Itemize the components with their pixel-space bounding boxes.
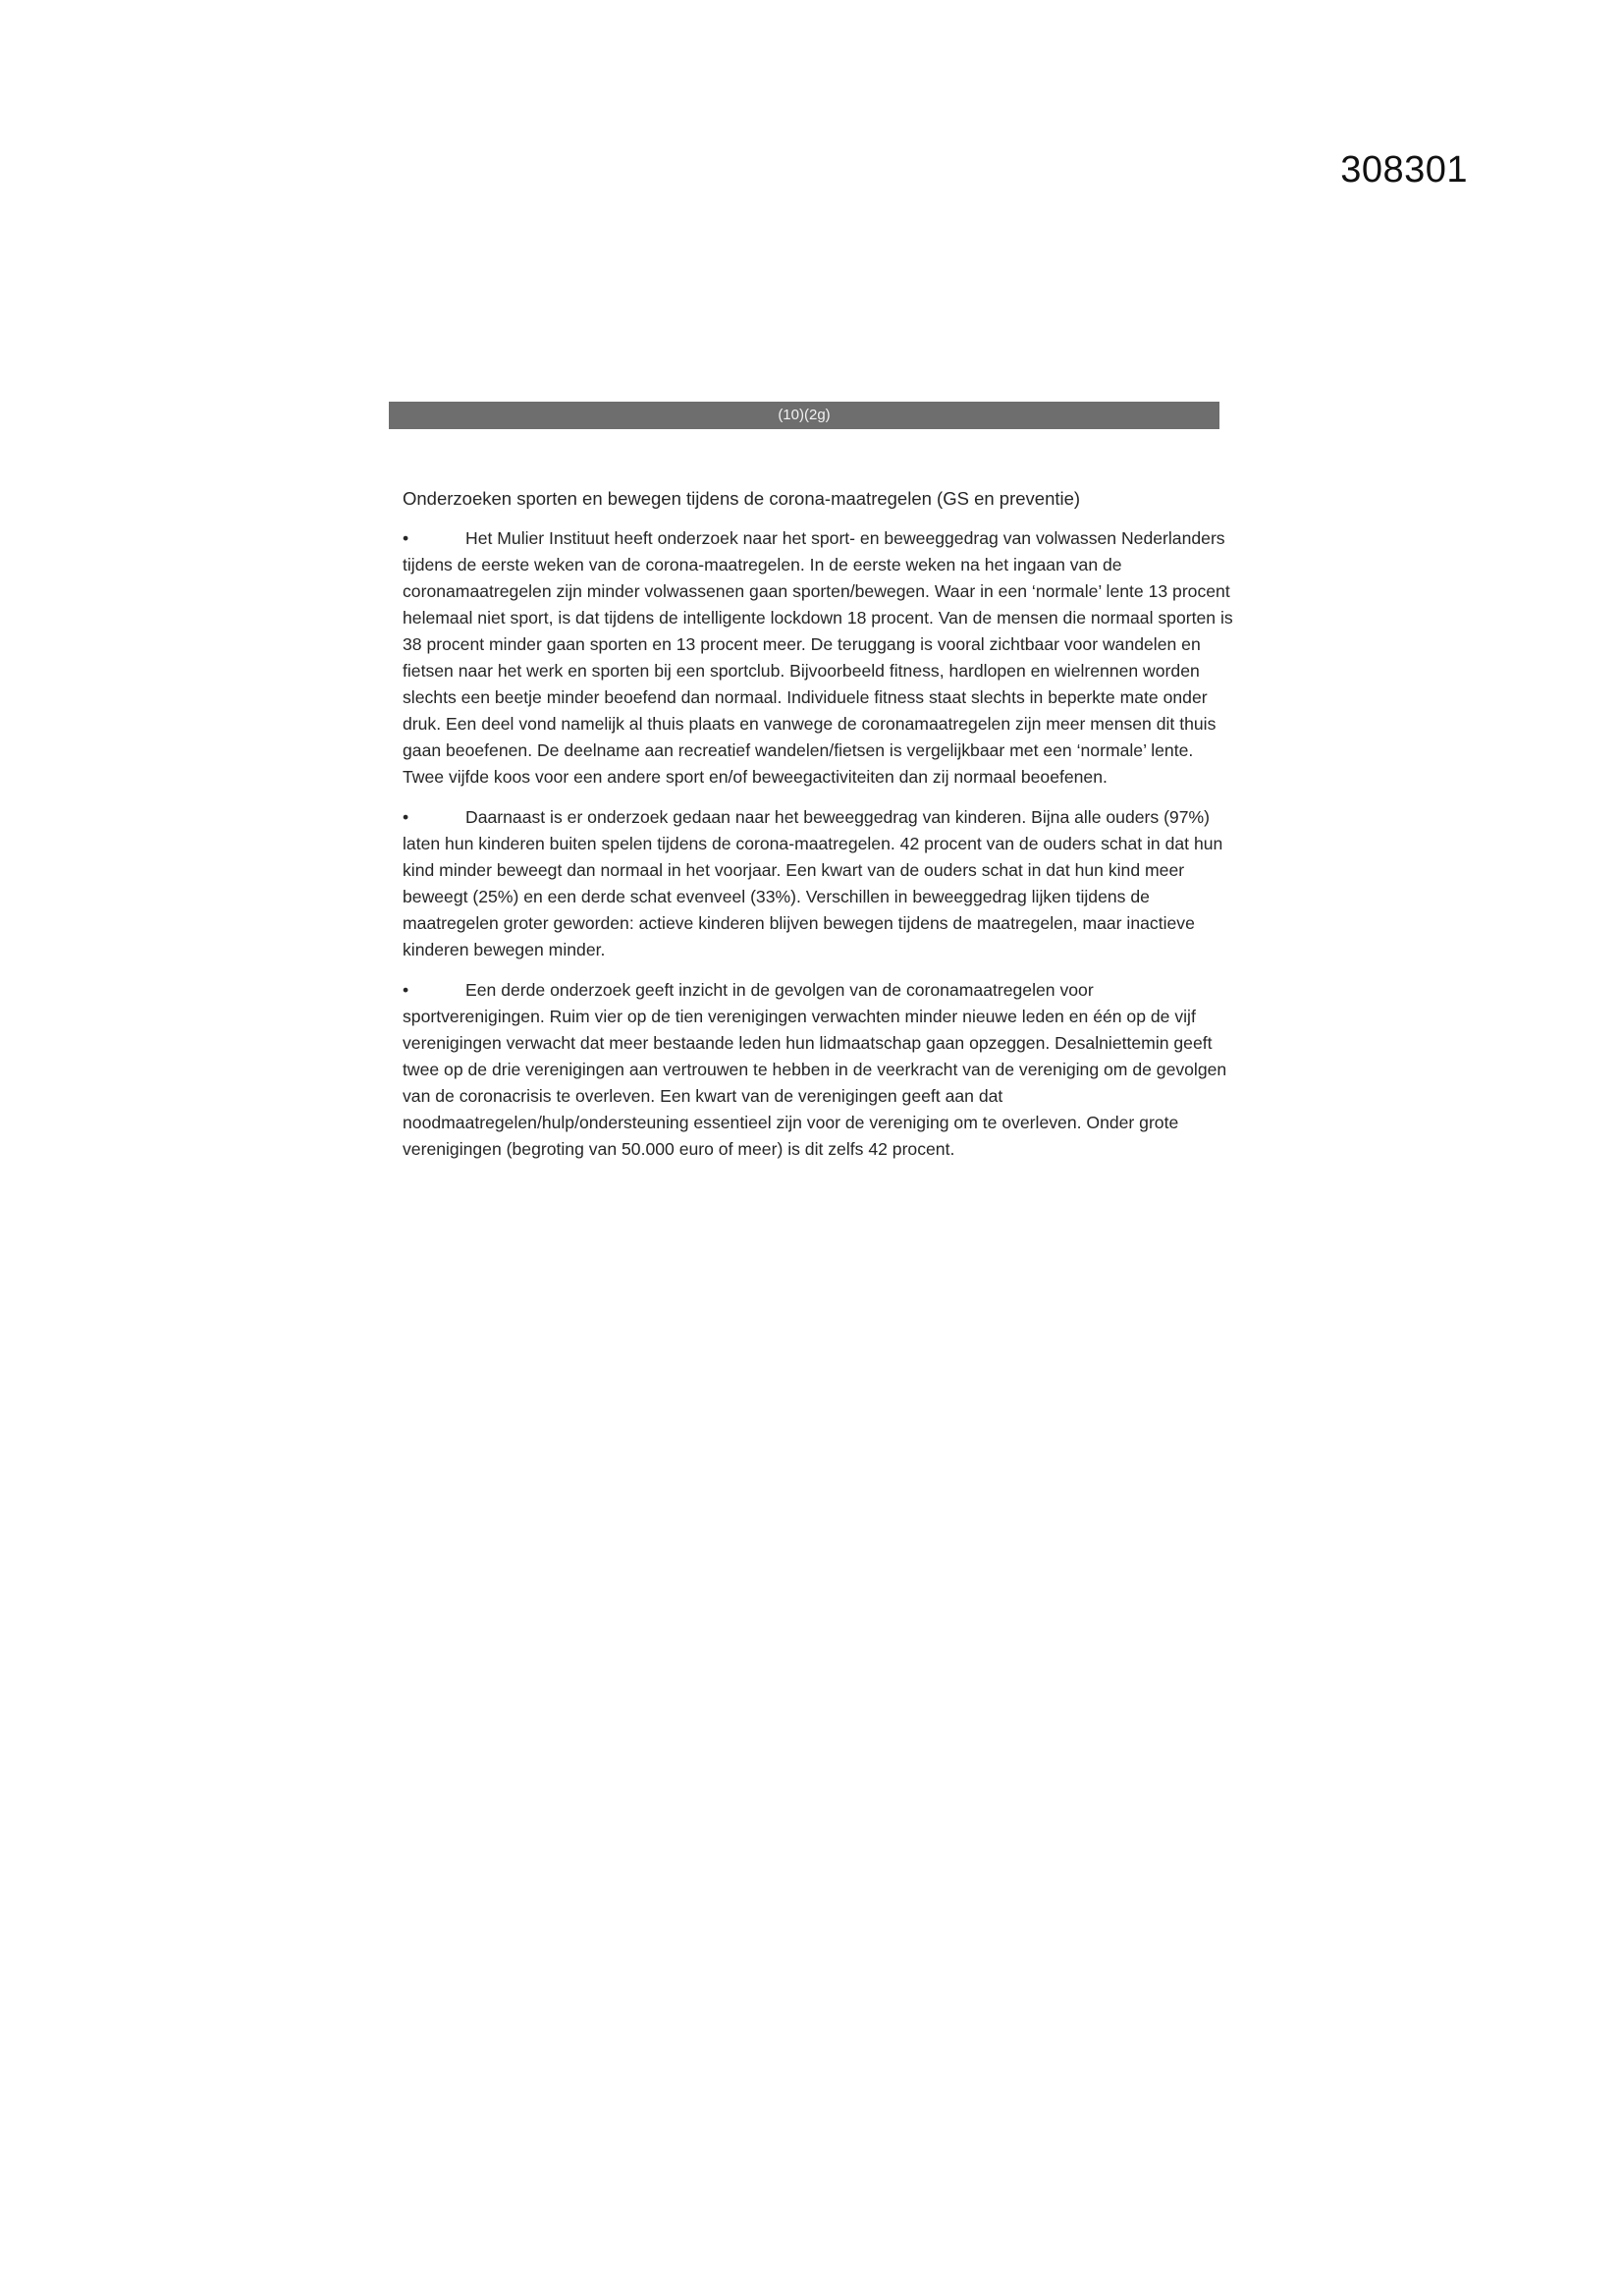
paragraph-text: Daarnaast is er onderzoek gedaan naar het beweeggedrag van kinderen. Bijna alle ouders (97%) laten hun kinderen buiten spelen tijdens de corona-maatregelen. 42 procent van de ouders schat in dat hun kind minder beweegt dan normaal in het voorjaar. Een kwart van de ouders schat in dat hun kind meer beweegt (25%) en een derde schat evenveel (33%). Verschillen in beweeggedrag lijken tijdens de maatregelen groter geworden: actieve kinderen blijven bewegen tijdens de maatregelen, maar inactieve kinderen bewegen minder. xyxy=(403,807,1223,959)
bullet-paragraph-2 xyxy=(403,804,1235,963)
bullet-icon: • xyxy=(403,980,409,1000)
document-body xyxy=(403,485,1235,1176)
document-number: 308301 xyxy=(1340,149,1468,191)
bullet-icon: • xyxy=(403,807,409,827)
section-heading: Onderzoeken sporten en bewegen tijdens de corona-maatregelen (GS en preventie) xyxy=(403,488,1081,509)
bullet-paragraph-3 xyxy=(403,977,1235,1163)
bullet-icon: • xyxy=(403,528,409,548)
bullet-paragraph-1 xyxy=(403,525,1235,791)
redaction-bar: (10)(2g) xyxy=(389,402,1219,429)
paragraph-text: Een derde onderzoek geeft inzicht in de gevolgen van de coronamaatregelen voor sportverenigingen. Ruim vier op de tien verenigingen verwachten minder nieuwe leden en één op de vijf verenigingen verwacht dat meer bestaande leden hun lidmaatschap gaan opzeggen. Desalniettemin geeft twee op de drie verenigingen aan vertrouwen te hebben in de veerkracht van de vereniging om de gevolgen van de coronacrisis te overleven. Een kwart van de verenigingen geeft aan dat noodmaatregelen/hulp/ondersteuning essentieel zijn voor de vereniging om te overleven. Onder grote verenigingen (begroting van 50.000 euro of meer) is dit zelfs 42 procent. xyxy=(403,980,1227,1159)
paragraph-text: Het Mulier Instituut heeft onderzoek naar het sport- en beweeggedrag van volwassen Nederlanders tijdens de eerste weken van de corona-maatregelen. In de eerste weken na het ingaan van de coronamaatregelen zijn minder volwassenen gaan sporten/bewegen. Waar in een ‘normale’ lente 13 procent helemaal niet sport, is dat tijdens de intelligente lockdown 18 procent. Van de mensen die normaal sporten is 38 procent minder gaan sporten en 13 procent meer. De teruggang is vooral zichtbaar voor wandelen en fietsen naar het werk en sporten bij een sportclub. Bijvoorbeeld fitness, hardlopen en wielrennen worden slechts een beetje minder beoefend dan normaal. Individuele fitness staat slechts in beperkte mate onder druk. Een deel vond namelijk al thuis plaats en vanwege de coronamaatregelen zijn meer mensen dit thuis gaan beoefenen. De deelname aan recreatief wandelen/fietsen is vergelijkbaar met een ‘normale’ lente. Twee vijfde koos voor een andere sport en/of beweegactiviteiten dan zij normaal beoefenen. xyxy=(403,528,1233,787)
